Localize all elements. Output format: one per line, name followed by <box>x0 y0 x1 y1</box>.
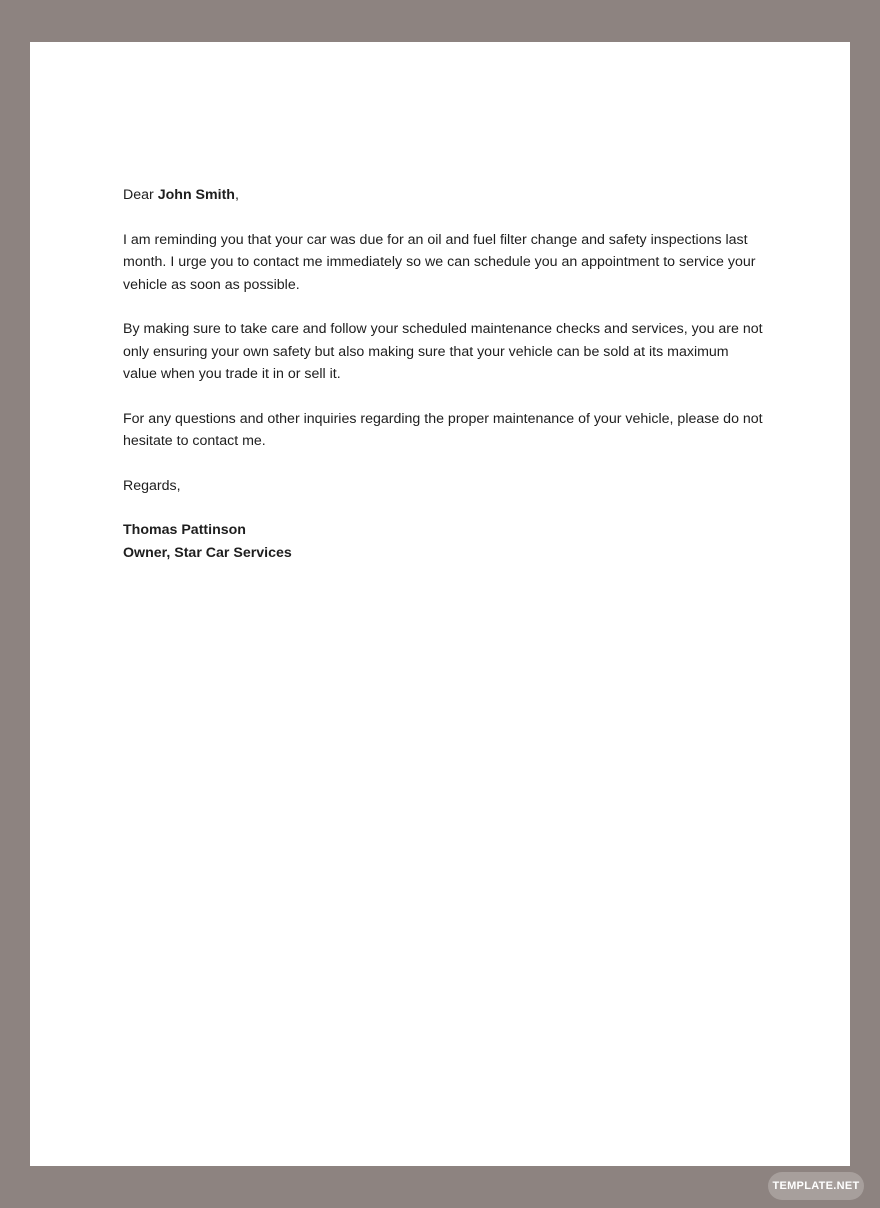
recipient-name: John Smith <box>157 187 235 203</box>
signature-name: Thomas Pattinson <box>123 522 246 538</box>
watermark-label: TEMPLATE.NET <box>772 1180 860 1192</box>
template-net-watermark <box>768 1172 864 1200</box>
paragraph-maintenance: By making sure to take care and follow your scheduled maintenance checks and services, you are not only ensuring your own safety but also making sure that your vehicle can be sold at its maximum value when you trade it in or sell it. <box>123 321 763 382</box>
letter-body <box>123 184 763 564</box>
salutation <box>123 184 763 207</box>
greeting-suffix: , <box>234 187 239 203</box>
closing: Regards, <box>123 477 181 494</box>
greeting-prefix: Dear <box>123 187 154 203</box>
letter-page <box>30 42 850 1166</box>
paragraph-reminder: I am reminding you that your car was due for an oil and fuel filter change and safety inspections last month. I urge you to contact me immediately so we can schedule you an appointment to service your vehicle as soon as possible. <box>123 231 756 293</box>
paragraph-inquiries: For any questions and other inquiries regarding the proper maintenance of your vehicle, please do not hesitate to contact me. <box>123 410 763 449</box>
signature-title: Owner, Star Car Services <box>123 544 292 561</box>
